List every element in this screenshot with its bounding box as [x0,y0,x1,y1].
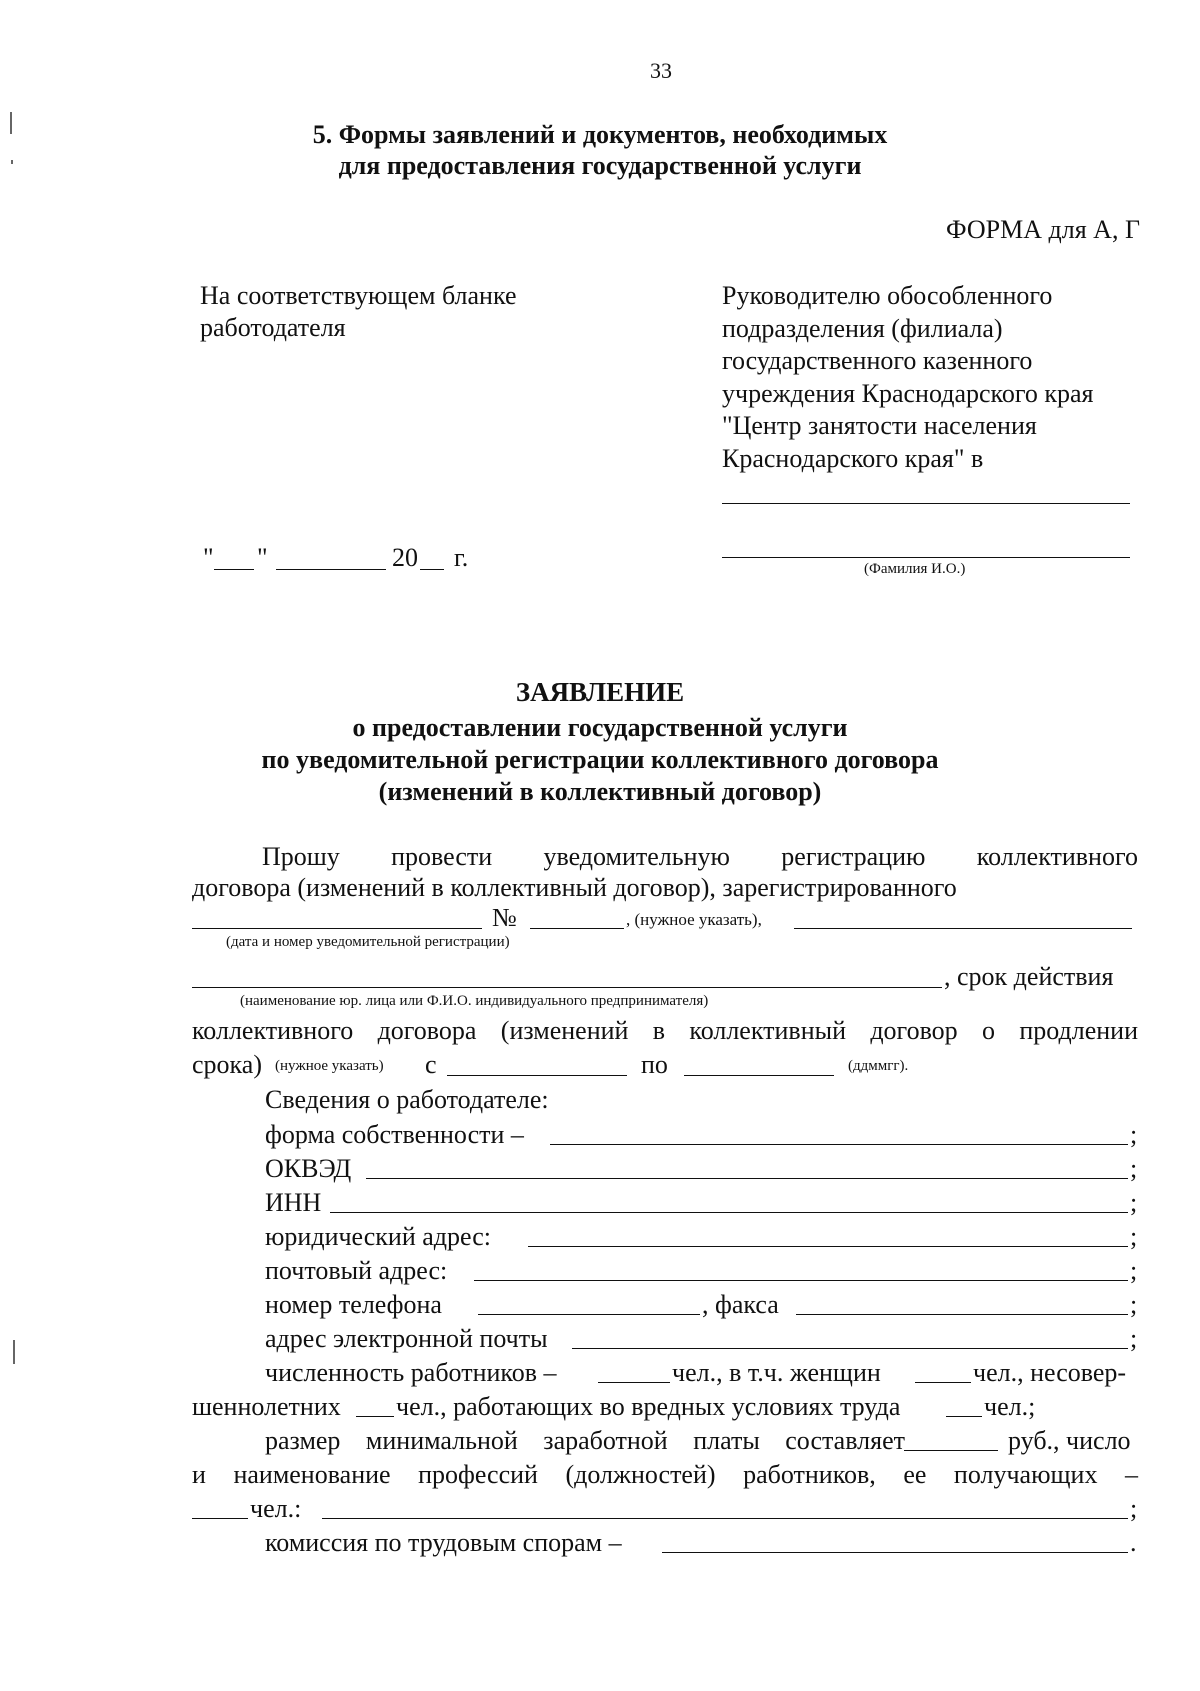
addressee-line: "Центр занятости населения [722,411,1037,440]
left-header-line: На соответствующем бланке [200,281,517,310]
form-label: ФОРМА для А, Г [946,215,1140,244]
from-label: с [425,1050,437,1079]
fio-blank[interactable] [722,557,1130,558]
addressee-block [722,280,1094,475]
semicolon: ; [1130,1494,1138,1523]
professions-unit: чел.: [250,1494,302,1523]
legal-address-label: юридический адрес: [265,1222,491,1251]
date-quote-close: " [257,543,268,572]
validity-label: , срок действия [944,962,1114,991]
professions-list-blank[interactable] [322,1518,1128,1519]
page-number: 33 [650,58,672,83]
commission-label: комиссия по трудовым спорам – [265,1528,622,1557]
statement-subtitle-line: о предоставлении государственной услуги [352,713,848,742]
period: . [1130,1528,1137,1557]
term-from-blank[interactable] [447,1075,627,1076]
phone-blank[interactable] [478,1314,700,1315]
left-header [200,280,516,344]
headcount-label: численность работников – [265,1358,557,1387]
addressee-line: Краснодарского края" в [722,443,984,473]
term-to-blank[interactable] [684,1075,834,1076]
month-blank[interactable] [276,569,386,570]
inn-blank[interactable] [330,1212,1128,1213]
minors-label-end: шеннолетних [192,1392,341,1421]
fax-label: , факса [702,1290,779,1319]
registration-extra-blank[interactable] [794,928,1132,929]
ownership-blank[interactable] [550,1144,1128,1145]
headcount-blank[interactable] [598,1382,670,1383]
scan-mark [13,1340,15,1364]
date-quote-open: " [203,543,214,572]
fax-blank[interactable] [796,1314,1128,1315]
needed-note: , (нужное указать), [626,910,762,929]
date-suffix: г. [454,543,469,572]
addressee-line: учреждения Краснодарского края [722,378,1094,408]
minors-blank[interactable] [356,1416,394,1417]
women-blank[interactable] [915,1382,971,1383]
professions-label: и наименование профессий (должностей) работников, ее получающих – [192,1460,1138,1489]
entity-caption: (наименование юр. лица или Ф.И.О. индивидуального предпринимателя) [240,993,709,1009]
semicolon: ; [1130,1120,1138,1149]
addressee-line: Руководителю обособленного [722,281,1053,310]
semicolon: ; [1130,1324,1138,1353]
okved-blank[interactable] [366,1178,1128,1179]
employer-heading: Сведения о работодателе: [265,1085,549,1114]
registration-date-blank[interactable] [192,928,482,929]
email-blank[interactable] [572,1348,1128,1349]
addressee-line: подразделения (филиала) [722,313,1003,343]
legal-address-blank[interactable] [528,1246,1128,1247]
email-label: адрес электронной почты [265,1324,548,1353]
semicolon: ; [1130,1154,1138,1183]
minors-label-start: чел., несовер- [973,1358,1127,1387]
term-note: (нужное указать) [275,1058,384,1074]
hazardous-label: чел., работающих во вредных условиях труда [396,1392,901,1421]
day-blank[interactable] [214,569,254,570]
date-format-note: (ддммгг). [848,1058,909,1074]
postal-address-label: почтовый адрес: [265,1256,448,1285]
statement-subtitle-line: по уведомительной регистрации коллективного договора [261,745,939,774]
statement-title: ЗАЯВЛЕНИЕ [515,677,685,707]
term-word: срока) [192,1050,262,1079]
statement-subtitle-line: (изменений в коллективный договор) [378,777,822,806]
request-line-2: договора (изменений в коллективный договор), зарегистрированного [192,873,957,902]
addressee-line: государственного казенного [722,346,1033,375]
registration-number-blank[interactable] [530,928,624,929]
semicolon: ; [1130,1256,1138,1285]
number-sign: № [492,903,517,932]
commission-blank[interactable] [662,1552,1128,1553]
entity-name-blank[interactable] [192,987,942,988]
semicolon: ; [1130,1222,1138,1251]
left-header-line: работодателя [200,313,346,342]
hazardous-blank[interactable] [946,1416,982,1417]
postal-address-blank[interactable] [474,1280,1128,1281]
ownership-label: форма собственности – [265,1120,524,1149]
semicolon: ; [1130,1188,1138,1217]
professions-count-blank[interactable] [192,1518,248,1519]
term-line-1: коллективного договора (изменений в коллективный договор о продлении [192,1016,1138,1045]
request-line-1: Прошу провести уведомительную регистрацию коллективного [262,842,1138,871]
min-wage-label: размер минимальной заработной платы составляет [265,1426,905,1455]
inn-label: ИНН [265,1188,322,1217]
addressee-blank[interactable] [722,503,1130,504]
rub-number-label: руб., число [1008,1426,1131,1455]
to-label: по [641,1050,668,1079]
year-blank[interactable] [420,569,444,570]
min-wage-blank[interactable] [904,1450,998,1451]
semicolon: ; [1130,1290,1138,1319]
fio-caption: (Фамилия И.О.) [864,561,966,577]
registration-caption: (дата и номер уведомительной регистрации) [226,934,510,950]
okved-label: ОКВЭД [265,1154,352,1183]
section-title-line-2: для предоставления государственной услуги [338,151,862,180]
women-label: чел., в т.ч. женщин [672,1358,881,1387]
hazardous-unit: чел.; [984,1392,1036,1421]
section-title-line-1: 5. Формы заявлений и документов, необходимых [312,120,888,149]
phone-label: номер телефона [265,1290,442,1319]
date-year: 20 [392,543,418,572]
